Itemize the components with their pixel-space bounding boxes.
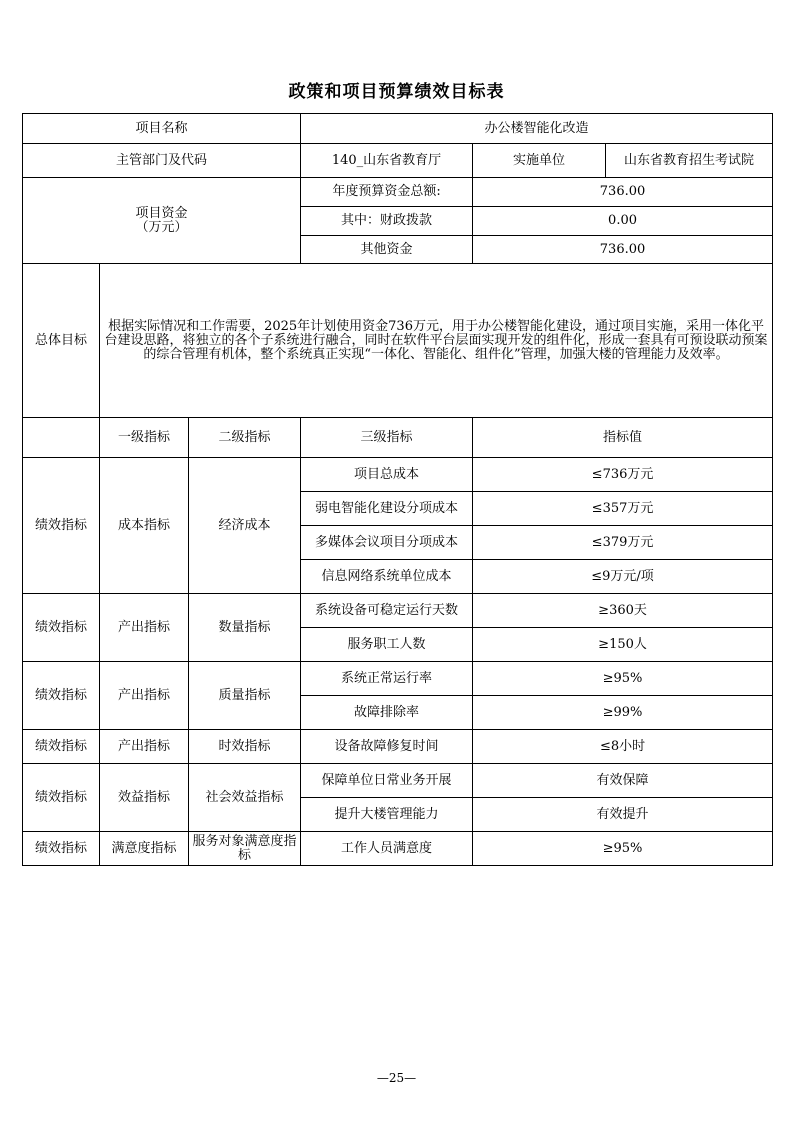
indicator-level3: 系统设备可稳定运行天数: [301, 594, 473, 628]
indicator-category: 绩效指标: [23, 730, 100, 764]
funds-fiscal-value: 0.00: [473, 207, 773, 236]
funds-total-value: 736.00: [473, 178, 773, 207]
indicator-level2: 社会效益指标: [189, 764, 301, 832]
indicator-level3: 保障单位日常业务开展: [301, 764, 473, 798]
page-number: —25—: [376, 1071, 417, 1085]
indicator-value: ≤8小时: [473, 730, 773, 764]
indicator-level1: 产出指标: [100, 594, 189, 662]
impl-unit-value: 山东省教育招生考试院: [606, 144, 773, 178]
dept-label: 主管部门及代码: [23, 144, 301, 178]
project-name-label: 项目名称: [23, 114, 301, 144]
indicator-row: [23, 764, 773, 798]
indicator-level2: 经济成本: [189, 458, 301, 594]
funds-fiscal-label: 其中：财政拨款: [301, 207, 473, 236]
indicator-value: ≥99%: [473, 696, 773, 730]
indicator-level2: 服务对象满意度指标: [189, 832, 301, 866]
indicator-category: 绩效指标: [23, 594, 100, 662]
indicator-level2: 质量指标: [189, 662, 301, 730]
funds-label-line1: 项目资金: [135, 205, 188, 221]
indicator-level3: 提升大楼管理能力: [301, 798, 473, 832]
overall-goal-text: 根据实际情况和工作需要，2025年计划使用资金736万元，用于办公楼智能化建设，通过项目实施，采用一体化平台建设思路，将独立的各个子系统进行融合，同时在软件平台层面实现开发的组件化，形成一套具有可预设联动预案的综合管理有机体，整个系统真正实现“一体化、智能化、组件化”管理，加强大楼的管理能力及效率。: [100, 264, 773, 418]
indicator-level1: 成本指标: [100, 458, 189, 594]
overall-goal-row: [23, 264, 773, 418]
funds-total-row: [23, 178, 773, 207]
funds-other-label: 其他资金: [301, 236, 473, 264]
indicator-level3: 服务职工人数: [301, 628, 473, 662]
indicator-level3: 多媒体会议项目分项成本: [301, 526, 473, 560]
indicator-level3: 项目总成本: [301, 458, 473, 492]
indicator-level1: 产出指标: [100, 662, 189, 730]
indicator-row: [23, 458, 773, 492]
funds-label-line2: （万元）: [135, 219, 188, 235]
indicator-value: ≥360天: [473, 594, 773, 628]
project-name-value: 办公楼智能化改造: [301, 114, 773, 144]
indicator-level1: 产出指标: [100, 730, 189, 764]
funds-label: [23, 178, 301, 264]
indicator-value: ≤379万元: [473, 526, 773, 560]
indicator-level2: 数量指标: [189, 594, 301, 662]
header-blank-cell: [23, 418, 100, 458]
indicator-value: 有效保障: [473, 764, 773, 798]
indicator-value: ≤357万元: [473, 492, 773, 526]
department-row: [23, 144, 773, 178]
indicator-level1: 效益指标: [100, 764, 189, 832]
impl-unit-label: 实施单位: [473, 144, 606, 178]
dept-value: 140_山东省教育厅: [301, 144, 473, 178]
header-level2: 二级指标: [189, 418, 301, 458]
indicator-value: ≥150人: [473, 628, 773, 662]
indicator-level3: 信息网络系统单位成本: [301, 560, 473, 594]
indicator-value: ≥95%: [473, 662, 773, 696]
indicator-level3: 故障排除率: [301, 696, 473, 730]
indicator-level3: 系统正常运行率: [301, 662, 473, 696]
indicator-category: 绩效指标: [23, 764, 100, 832]
header-level1: 一级指标: [100, 418, 189, 458]
funds-other-value: 736.00: [473, 236, 773, 264]
indicator-header-row: [23, 418, 773, 458]
indicator-row: [23, 730, 773, 764]
indicator-level3: 设备故障修复时间: [301, 730, 473, 764]
page-title: 政策和项目预算绩效目标表: [288, 82, 505, 102]
indicator-row: [23, 832, 773, 866]
indicator-row: [23, 662, 773, 696]
header-value: 指标值: [473, 418, 773, 458]
performance-target-table: [22, 113, 773, 866]
indicator-level2: 时效指标: [189, 730, 301, 764]
indicator-level3: 弱电智能化建设分项成本: [301, 492, 473, 526]
indicator-value: ≤736万元: [473, 458, 773, 492]
overall-goal-label: 总体目标: [23, 264, 100, 418]
project-name-row: [23, 114, 773, 144]
indicator-value: ≤9万元/项: [473, 560, 773, 594]
header-level3: 三级指标: [301, 418, 473, 458]
indicator-row: [23, 594, 773, 628]
indicator-level3: 工作人员满意度: [301, 832, 473, 866]
indicator-value: 有效提升: [473, 798, 773, 832]
indicator-category: 绩效指标: [23, 662, 100, 730]
indicator-level1: 满意度指标: [100, 832, 189, 866]
indicator-category: 绩效指标: [23, 832, 100, 866]
indicator-value: ≥95%: [473, 832, 773, 866]
funds-total-label: 年度预算资金总额:: [301, 178, 473, 207]
indicator-category: 绩效指标: [23, 458, 100, 594]
